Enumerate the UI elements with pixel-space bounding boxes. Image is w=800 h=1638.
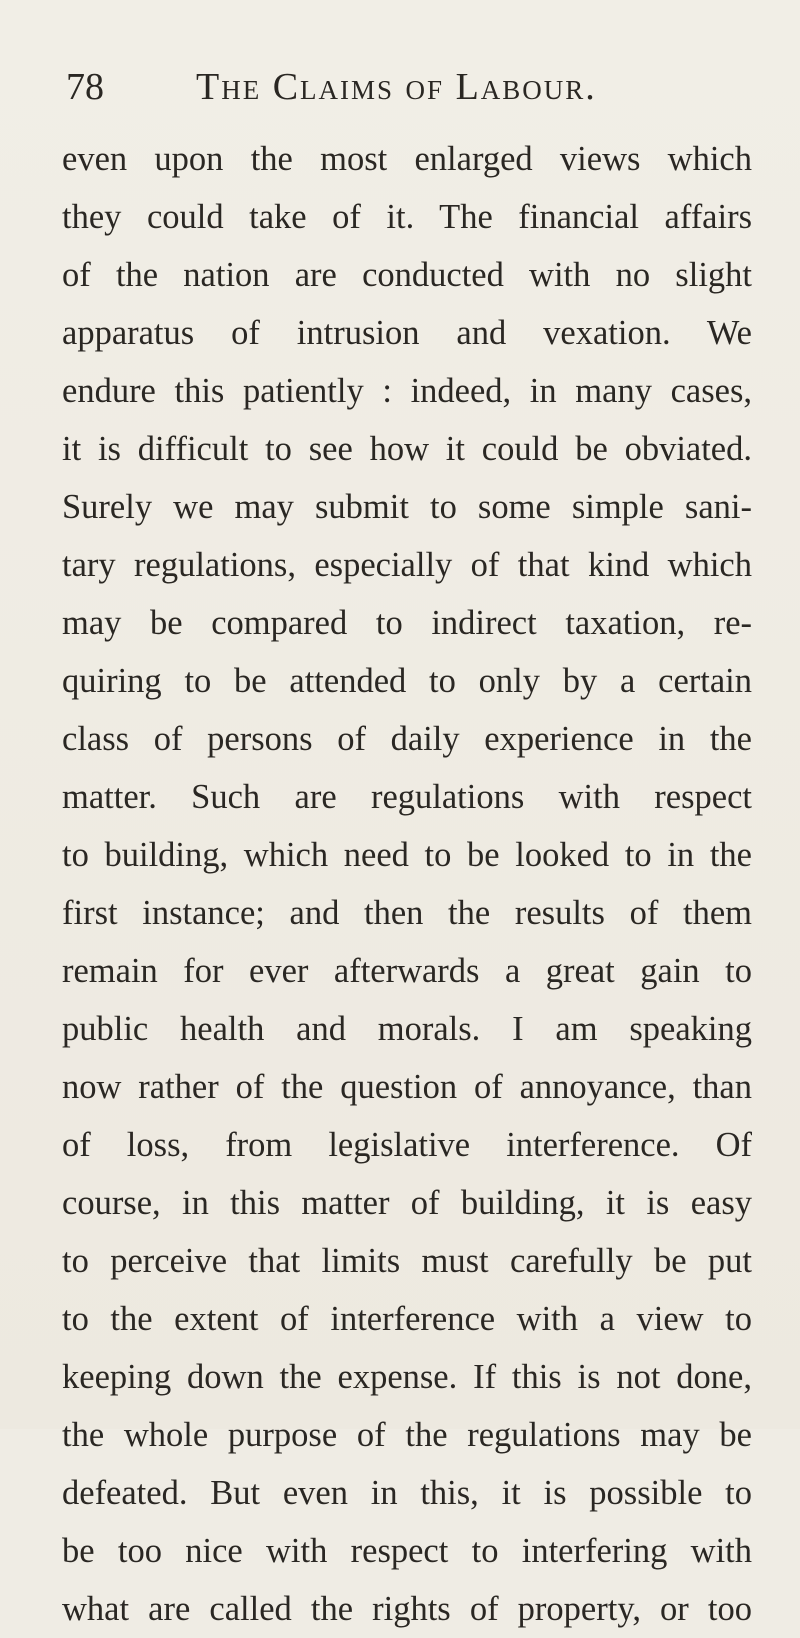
text-line: first instance; and then the results of them (62, 894, 752, 932)
text-line: tary regulations, especially of that kind which (62, 546, 752, 584)
text-line: Surely we may submit to some simple sani- (62, 488, 752, 526)
text-line: they could take of it. The financial affairs (62, 198, 752, 236)
text-line: of the nation are conducted with no slight (62, 256, 752, 294)
text-line: may be compared to indirect taxation, re- (62, 604, 752, 642)
text-line: apparatus of intrusion and vexation. We (62, 314, 752, 352)
text-line: to the extent of interference with a view to (62, 1300, 752, 1338)
text-line: to building, which need to be looked to in the (62, 836, 752, 874)
text-line: it is difficult to see how it could be obviated. (62, 430, 752, 468)
text-line: now rather of the question of annoyance, than (62, 1068, 752, 1106)
text-line: to perceive that limits must carefully be put (62, 1242, 752, 1280)
text-line: endure this patiently : indeed, in many cases, (62, 372, 752, 410)
text-line: even upon the most enlarged views which (62, 140, 752, 178)
text-line: class of persons of daily experience in the (62, 720, 752, 758)
text-line: quiring to be attended to only by a certain (62, 662, 752, 700)
text-line: the whole purpose of the regulations may be (62, 1416, 752, 1454)
text-line: what are called the rights of property, or too (62, 1590, 752, 1628)
text-line: be too nice with respect to interfering with (62, 1532, 752, 1570)
body-text (62, 130, 752, 1638)
text-line: course, in this matter of building, it is easy (62, 1184, 752, 1222)
text-line: matter. Such are regulations with respect (62, 778, 752, 816)
text-line: of loss, from legislative interference. Of (62, 1126, 752, 1164)
page-number: 78 (66, 66, 104, 108)
text-line: defeated. But even in this, it is possible to (62, 1474, 752, 1512)
running-head (0, 62, 800, 112)
text-line: public health and morals. I am speaking (62, 1010, 752, 1048)
text-line: remain for ever afterwards a great gain to (62, 952, 752, 990)
text-line: keeping down the expense. If this is not done, (62, 1358, 752, 1396)
running-title: The Claims of Labour. (196, 66, 597, 108)
